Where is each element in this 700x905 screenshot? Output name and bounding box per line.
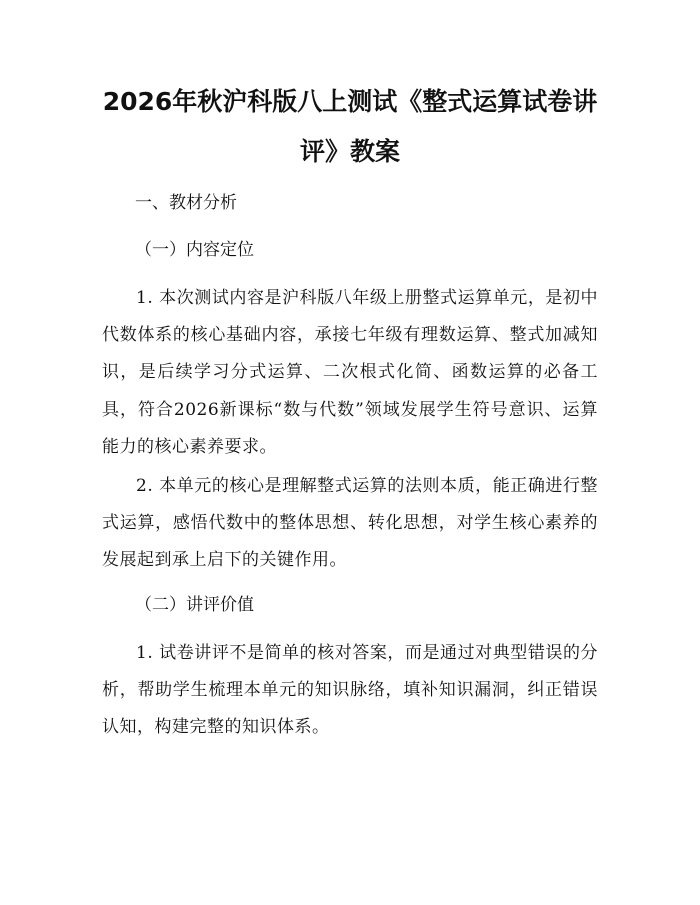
paragraph-content-positioning-2: 2. 本单元的核心是理解整式运算的法则本质，能正确进行整式运算，感悟代数中的整体思想、转化思想，对学生核心素养的发展起到承上启下的关键作用。 (102, 476, 598, 571)
document-title: 2026年秋沪科版八上测试《整式运算试卷讲评》教案 (102, 87, 598, 166)
subsection-heading-review-value: （二）讲评价值 (135, 595, 254, 615)
paragraph-review-value-1: 1. 试卷讲评不是简单的核对答案，而是通过对典型错误的分析，帮助学生梳理本单元的知识脉络，填补知识漏洞，纠正错误认知，构建完整的知识体系。 (102, 643, 598, 738)
subsection-heading-content-positioning: （一）内容定位 (135, 240, 254, 260)
paragraph-content-positioning-1: 1. 本次测试内容是沪科版八年级上册整式运算单元，是初中代数体系的核心基础内容，承接七年级有理数运算、整式加减知识，是后续学习分式运算、二次根式化简、函数运算的必备工具，符合2026新课标“数与代数”领域发展学生符号意识、运算能力的核心素养要求。 (102, 288, 598, 457)
section-heading-textbook-analysis: 一、教材分析 (135, 193, 237, 213)
